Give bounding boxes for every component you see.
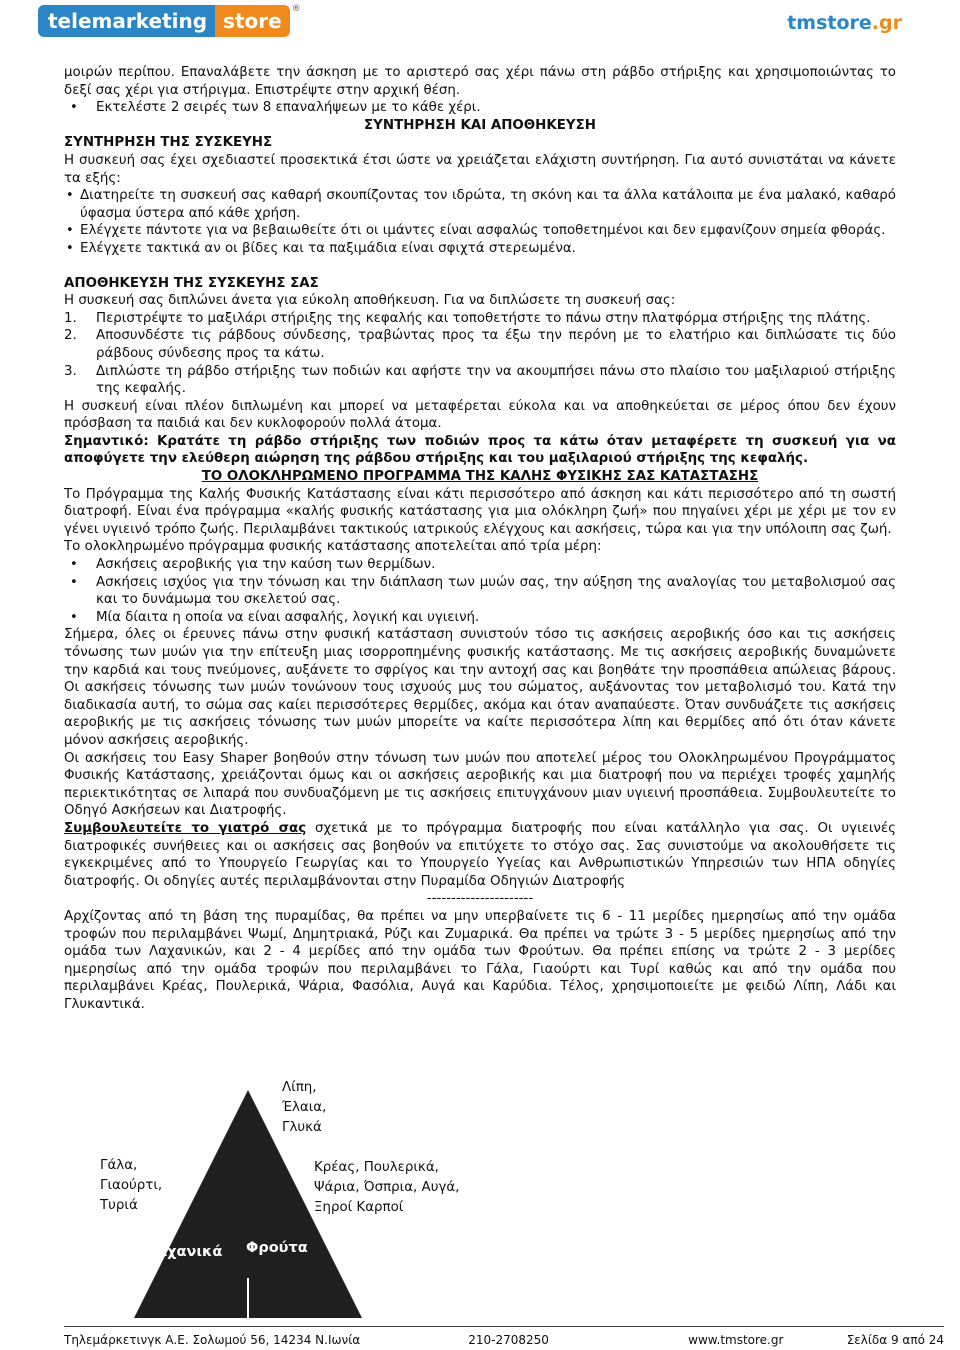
label-line: Ξηροί Καρποί (314, 1200, 404, 1215)
storage-steps-list (64, 310, 896, 398)
maintenance-bullet-list (64, 187, 896, 257)
step-number: 1. (64, 310, 77, 326)
step-text: Αποσυνδέστε τις ράβδους σύνδεσης, τραβώντας προς τα έξω την περόνη με το ελατήριο και διπλώσατε τις δύο ράβδους σύνδεσης προς τα κάτω. (96, 328, 896, 361)
program-paragraph-6: Αρχίζοντας από τη βάση της πυραμίδας, θα πρέπει να μην υπερβαίνετε τις 6 - 11 μερίδες ημερησίως από την ομάδα τροφών που περιλαμβάνει Ψωμί, Δημητριακά, Ρύζι και Ζυμαρικά. Θα πρέπει να τρώτε 3 - 5 μερίδες ημερησίως από την ομάδα των Λαχανικών, και 2 - 4 μερίδες από την ομάδα των Φρούτων. Θα πρέπει επίσης να τρώτε 2 - 3 μερίδες ημερησίως από την ομάδα τροφών που περιλαμβάνει το Γάλα, Γιαούρτι και Τυρί καθώς και από την ομάδα που περιλαμβάνει Κρέας, Πουλερικά, Ψάρια, Φασόλια, Αυγά και Καρύδια. Τέλος, χρησιμοποιείτε με φειδώ Λίπη, Λάδι και Γλυκαντικά. (64, 908, 896, 1012)
pyramid-label-fats (282, 1078, 326, 1138)
consult-doctor-text: Συμβουλευτείτε το γιατρό σας (64, 820, 307, 836)
important-note: Σημαντικό: Κρατάτε τη ράβδο στήριξης των ποδιών προς τα κάτω όταν μεταφέρετε τη συσκευή για να αποφύγετε την ελεύθερη αιώρηση της ράβδου στήριξης και του μαξιλαριού στήριξης της κεφαλής. (64, 433, 896, 467)
footer-divider (64, 1326, 944, 1327)
program-paragraph-5-rest: σχετικά με το πρόγραμμα διατροφής που είναι κατάλληλο για σας. Οι υγιεινές διατροφικές συνήθειες και οι ασκήσεις σας βοηθούν να επιτύχετε το στόχο σας. Σας συνιστούμε να ακολουθήσετε τις εγκεκριμένες από το Υπουργείο Γεωργίας και το Υπουργείο Υγείας και Ανθρωπιστικών Υπηρεσιών των ΗΠΑ οδηγίες διατροφής. Οι οδηγίες αυτές περιλαμβάνονται στην Πυραμίδα Οδηγιών Διατροφής (64, 820, 896, 889)
page-footer (64, 1333, 944, 1347)
program-paragraph-5 (64, 820, 896, 890)
maintenance-paragraph: Η συσκευή σας έχει σχεδιαστεί προσεκτικά έτσι ώστε να χρειάζεται ελάχιστη συντήρηση. Για αυτό συνιστάται να κάνετε τα εξής: (64, 152, 896, 186)
pyramid-label-vegetables: Λαχανικά (146, 1244, 223, 1260)
footer-phone: 210-2708250 (468, 1333, 549, 1347)
footer-page-number: Σελίδα 9 από 24 (846, 1333, 944, 1347)
program-paragraph-2: Το ολοκληρωμένο πρόγραμμα φυσικής κατάστασης αποτελείται από τρία μέρη: (64, 539, 602, 555)
label-line: Γάλα, (100, 1158, 138, 1173)
site-name[interactable] (787, 12, 902, 34)
footer-company: Τηλεμάρκετινγκ Α.Ε. Σολωμού 56, 14234 Ν.Ιωνία (64, 1333, 361, 1347)
storage-title: ΑΠΟΘΗΚΕΥΣΗ ΤΗΣ ΣΥΣΚΕΥΗΣ ΣΑΣ (64, 275, 319, 291)
pyramid-label-protein (314, 1158, 459, 1218)
registered-mark: ® (291, 4, 301, 14)
storage-after-paragraph: Η συσκευή είναι πλέον διπλωμένη και μπορεί να μεταφέρεται εύκολα και να αποθηκεύεται σε μέρος όπου δεν έχουν πρόσβαση τα παιδιά και δεν κυκλοφορούν πολλά άτομα. (64, 398, 896, 432)
site-name-main: tmstore (787, 12, 872, 34)
intro-bullet-list (64, 99, 896, 117)
label-line: Έλαια, (282, 1100, 327, 1115)
program-title: ΤΟ ΟΛΟΚΛΗΡΩΜΕΝΟ ΠΡΟΓΡΑΜΜΑ ΤΗΣ ΚΑΛΗΣ ΦΥΣΙΚΗΣ ΣΑΣ ΚΑΤΑΣΤΑΣΗΣ (201, 469, 759, 485)
step-text: Περιστρέψτε το μαξιλάρι στήριξης της κεφαλής και τοποθετήστε το πάνω στην πλατφόρμα στήριξης της πλάτης. (96, 310, 871, 326)
program-part: • Ασκήσεις αεροβικής για την καύση των θερμίδων. (64, 556, 896, 574)
label-line: Γλυκά (282, 1120, 322, 1135)
storage-step (64, 327, 896, 362)
intro-paragraph: μοιρών περίπου. Επαναλάβετε την άσκηση με το αριστερό σας χέρι πάνω στη ράβδο στήριξης και χρησιμοποιώντας το δεξί σας χέρι για στήριγμα. Επιστρέψτε στην αρχική θέση. (64, 65, 896, 98)
document-body (64, 64, 896, 1013)
site-name-tld: .gr (871, 12, 902, 34)
footer-website[interactable]: www.tmstore.gr (688, 1333, 784, 1347)
telemarketing-store-logo[interactable] (38, 4, 301, 38)
maintenance-bullet: • Ελέγχετε τακτικά αν οι βίδες και τα παξιμάδια είναι σφιχτά στερεωμένα. (64, 240, 896, 258)
program-parts-list (64, 556, 896, 626)
maintenance-title: ΣΥΝΤΗΡΗΣΗ ΚΑΙ ΑΠΟΘΗΚΕΥΣΗ (364, 117, 596, 133)
logo-text-store: store (215, 5, 290, 37)
step-number: 2. (64, 328, 77, 344)
maintenance-bullet: • Ελέγχετε πάντοτε για να βεβαιωθείτε ότι οι ιμάντες είναι ασφαλώς τοποθετημένοι και δεν εμφανίζουν σημεία φθοράς. (64, 222, 896, 240)
pyramid-label-fruits: Φρούτα (246, 1240, 308, 1256)
label-line: Κρέας, Πουλερικά, (314, 1160, 439, 1175)
intro-bullet: • Εκτελέστε 2 σειρές των 8 επαναλήψεων με το κάθε χέρι. (64, 99, 896, 117)
program-paragraph-4: Οι ασκήσεις του Easy Shaper βοηθούν στην τόνωση των μυών που αποτελεί μέρος του Ολοκληρωμένου Προγράμματος Φυσικής Κατάστασης, χρειάζονται όμως και οι ασκήσεις αεροβικής και μια διατροφή που να περιέχει τροφές χαμηλής περιεκτικότητας σε λιπαρά που συνδυαζόμενη με τις ασκήσεις επιτυγχάνουν μιαν υγιεινή προσπάθεια. Συμβουλευτείτε το Οδηγό Ασκήσεων και Διατροφής. (64, 750, 896, 819)
program-paragraph-3: Σήμερα, όλες οι έρευνες πάνω στην φυσική κατάσταση συνιστούν τόσο τις ασκήσεις αεροβικής όσο και τις ασκήσεις τόνωσης των μυών για την επίτευξη μιας ισορροπημένης φυσικής κατάστασης. Με τις ασκήσεις αεροβικής δυναμώνετε την καρδιά και τους πνεύμονες, αυξάνετε το σφρίγος και την αντοχή σας και βοηθάτε την προσπάθεια απώλειας βάρους. Οι ασκήσεις τόνωσης των μυών τονώνουν τους ισχυούς μυς του σώματος, αυξάνοντας τον μεταβολισμό του. Κατά την διαδικασία αυτή, το σώμα σας καίει περισσότερες θερμίδες, ακόμα και όταν αναπαύεστε. Όταν συνδυάζετε τις ασκήσεις αεροβικής με τις ασκήσεις τόνωσης των μυών μπορείτε να καίτε περισσότερα λίπη και θερμίδες από ότι όταν κάνετε μόνον ασκήσεις αεροβικής. (64, 627, 896, 748)
program-part: • Μία δίαιτα η οποία να είναι ασφαλής, λογική και υγιεινή. (64, 609, 896, 627)
food-pyramid (64, 1078, 544, 1318)
maintenance-subtitle: ΣΥΝΤΗΡΗΣΗ ΤΗΣ ΣΥΣΚΕΥΗΣ (64, 135, 273, 151)
page-header (0, 0, 960, 48)
label-line: Ψάρια, Όσπρια, Αυγά, (314, 1180, 460, 1195)
label-line: Τυριά (100, 1198, 138, 1213)
maintenance-bullet: • Διατηρείτε τη συσκευή σας καθαρή σκουπίζοντας τον ιδρώτα, τη σκόνη και τα άλλα κατάλοιπα με ένα μαλακό, καθαρό ύφασμα ύστερα από κάθε χρήση. (64, 187, 896, 222)
step-text: Διπλώστε τη ράβδο στήριξης των ποδιών και αφήστε την να ακουμπήσει πάνω στο πλαίσιο του μαξιλαριού στήριξης της κεφαλής. (96, 363, 896, 397)
program-part: • Ασκήσεις ισχύος για την τόνωση και την διάπλαση των μυών σας, την αύξηση της αναλογίας του μεταβολισμού σας και το δυνάμωμα του σκελετού σας. (64, 574, 896, 609)
storage-step (64, 363, 896, 398)
logo-text-telemarketing: telemarketing (38, 5, 215, 37)
label-line: Λίπη, (282, 1080, 317, 1095)
storage-paragraph: Η συσκευή σας διπλώνει άνετα για εύκολη αποθήκευση. Για να διπλώσετε τη συσκευή σας: (64, 293, 676, 309)
storage-step (64, 310, 896, 328)
separator-line: ---------------------- (426, 891, 534, 907)
program-paragraph-1: Το Πρόγραμμα της Καλής Φυσικής Κατάστασης είναι κάτι περισσότερο από άσκηση και κάτι περισσότερο από τη σωστή διατροφή. Είναι ένα πρόγραμμα «καλής φυσικής κατάστασης για μια ολόκληρη ζωή» που πηγαίνει χέρι με χέρι με τον εν γένει υγιεινό τρόπο ζωής. Περιλαμβάνει τακτικούς ιατρικούς ελέγχους και ασκήσεις, τώρα και για την υπόλοιπη σας ζωή. (64, 486, 896, 537)
step-number: 3. (64, 363, 77, 379)
pyramid-label-dairy (100, 1156, 162, 1216)
label-line: Γιαούρτι, (100, 1178, 163, 1193)
